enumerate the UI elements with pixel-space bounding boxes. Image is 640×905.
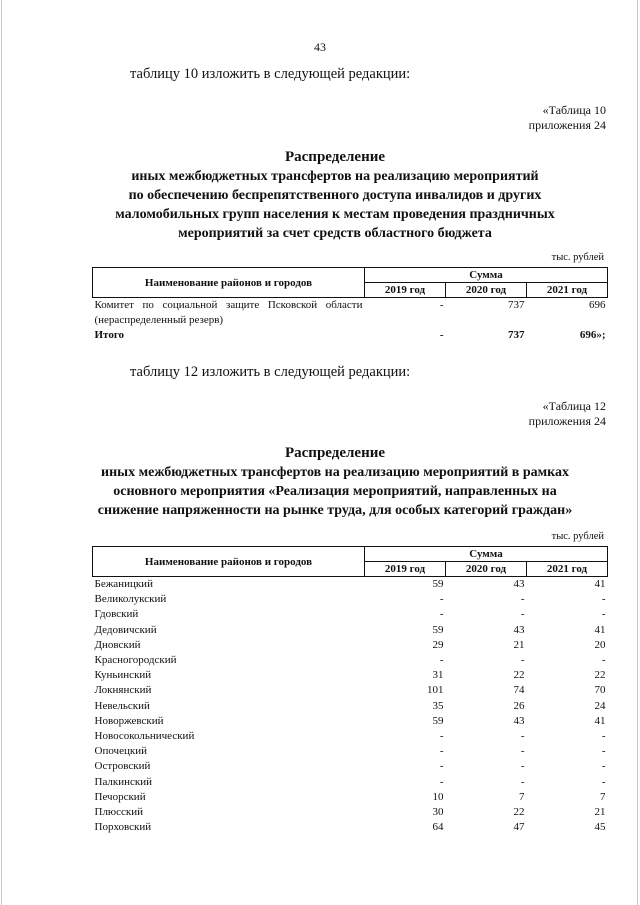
value-2021: 45 <box>594 821 606 834</box>
value-2019: 59 <box>432 578 444 590</box>
value-2020: 43 <box>513 578 525 590</box>
row-name: Невельский <box>94 699 150 712</box>
value-2021: - <box>601 775 606 788</box>
value-2021: 21 <box>594 806 606 819</box>
value-2021: - <box>601 760 606 773</box>
table-row <box>93 790 608 805</box>
value-2019: - <box>439 593 444 606</box>
value-2019: 30 <box>432 806 444 819</box>
table10 <box>92 267 608 344</box>
table10-header-name: Наименование районов и городов <box>93 268 365 298</box>
table10-total-row <box>93 328 608 343</box>
table-row <box>93 653 608 668</box>
value-2019: 10 <box>432 790 444 803</box>
value-2020: 21 <box>513 638 525 651</box>
table12-units: тыс. рублей <box>551 531 604 542</box>
table10-header-sum: Сумма <box>365 268 608 283</box>
table10-ref-line2: приложения 24 <box>528 118 606 132</box>
value-2020: - <box>520 730 525 743</box>
table12-header-2019: 2019 год <box>365 562 446 577</box>
table12-ref-line1: «Таблица 12 <box>542 399 606 413</box>
table12 <box>92 546 608 835</box>
table10-title-line: маломобильных групп населения к местам проведения праздничных <box>115 207 555 222</box>
total-2019: - <box>439 329 444 342</box>
table10-header-2020: 2020 год <box>446 283 527 298</box>
value-2021: 24 <box>594 699 606 712</box>
table10-title-line: по обеспечению беспрепятственного доступа инвалидов и других <box>128 188 542 203</box>
table10-units: тыс. рублей <box>551 252 604 263</box>
page-number: 43 <box>314 40 326 54</box>
value-2020: 43 <box>513 714 525 727</box>
row-name: Палкинский <box>94 775 153 788</box>
value-2021: 20 <box>594 638 606 651</box>
row-name: Великолукский <box>94 593 167 606</box>
table-row <box>93 638 608 653</box>
value-2021: - <box>601 745 606 758</box>
table-row <box>93 820 608 835</box>
row-name: Печорский <box>94 790 146 803</box>
total-2020: 737 <box>508 329 525 342</box>
value-2019: - <box>439 745 444 758</box>
value-2020: - <box>520 654 525 667</box>
table10-reference <box>529 103 606 133</box>
value-2020: - <box>520 593 525 606</box>
table12-header-2020: 2020 год <box>446 562 527 577</box>
table12-header-sum: Сумма <box>365 547 608 562</box>
value-2020: - <box>520 775 525 788</box>
table10-header-2019: 2019 год <box>365 283 446 298</box>
value-2019: 29 <box>432 638 444 651</box>
table-row <box>93 623 608 638</box>
value-2019: 64 <box>432 821 444 834</box>
value-2020: 22 <box>513 669 525 682</box>
table10-ref-line1: «Таблица 10 <box>542 103 606 117</box>
value-2020: - <box>520 760 525 773</box>
table10-title-word: Распределение <box>284 149 386 165</box>
value-2019: 101 <box>427 684 444 697</box>
row-name: Комитет по социальной защите Псковской области (нераспределенный резерв) <box>94 299 363 327</box>
table12-header-name: Наименование районов и городов <box>93 547 365 577</box>
row-name: Дедовичский <box>94 623 157 636</box>
row-name: Новосокольнический <box>94 730 195 743</box>
row-name: Куньинский <box>94 669 152 682</box>
row-name: Островский <box>94 760 151 773</box>
scan-edge-left <box>1 0 2 905</box>
table12-title-line: основного мероприятия «Реализация мероприятий, направленных на <box>113 484 557 499</box>
value-2021: 41 <box>594 623 606 636</box>
value-2020: 737 <box>508 299 525 311</box>
value-2020: 22 <box>513 806 525 819</box>
value-2019: - <box>439 760 444 773</box>
value-2020: 43 <box>513 623 525 636</box>
value-2020: 26 <box>513 699 525 712</box>
total-2021: 696»; <box>579 329 606 342</box>
value-2021: 41 <box>594 578 606 590</box>
row-name: Гдовский <box>94 608 139 621</box>
row-name: Порховский <box>94 821 152 834</box>
table-row <box>93 699 608 714</box>
row-name: Дновский <box>94 638 141 651</box>
table-row <box>93 592 608 607</box>
value-2020: - <box>520 608 525 621</box>
table12-title-word: Распределение <box>284 445 386 461</box>
value-2019: - <box>439 608 444 621</box>
value-2019: 35 <box>432 699 444 712</box>
value-2020: 47 <box>513 821 525 834</box>
value-2021: 41 <box>594 714 606 727</box>
row-name: Опочецкий <box>94 745 147 758</box>
value-2019: - <box>439 775 444 788</box>
table-row <box>93 668 608 683</box>
value-2021: 7 <box>600 790 606 803</box>
value-2019: - <box>439 730 444 743</box>
value-2019: - <box>439 299 444 311</box>
value-2019: - <box>439 654 444 667</box>
total-label: Итого <box>94 329 125 342</box>
table-row <box>93 744 608 759</box>
table-row <box>93 759 608 774</box>
table-row <box>93 298 608 329</box>
scan-edge-right <box>637 0 638 905</box>
value-2019: 59 <box>432 623 444 636</box>
value-2021: - <box>601 593 606 606</box>
value-2019: 59 <box>432 714 444 727</box>
table12-reference <box>529 399 606 429</box>
table12-title-line: снижение напряженности на рынке труда, для особых категорий граждан» <box>97 503 573 518</box>
table12-ref-line2: приложения 24 <box>528 414 606 428</box>
table12-title-line: иных межбюджетных трансфертов на реализацию мероприятий в рамках <box>101 465 569 480</box>
value-2021: - <box>601 608 606 621</box>
table-row <box>93 577 608 593</box>
row-name: Бежаницкий <box>94 578 153 590</box>
table12-title <box>80 444 590 520</box>
value-2021: 70 <box>594 684 606 697</box>
value-2020: 74 <box>513 684 525 697</box>
row-name: Локнянский <box>94 684 152 697</box>
table-row <box>93 607 608 622</box>
row-name: Новоржевский <box>94 714 164 727</box>
table10-title-line: иных межбюджетных трансфертов на реализацию мероприятий <box>131 169 539 184</box>
intro-text-table12: таблицу 12 изложить в следующей редакции: <box>130 364 411 380</box>
table-row <box>93 729 608 744</box>
table-row <box>93 714 608 729</box>
intro-text-table10: таблицу 10 изложить в следующей редакции: <box>130 66 411 82</box>
value-2021: - <box>601 730 606 743</box>
table10-title <box>80 148 590 243</box>
value-2020: - <box>520 745 525 758</box>
value-2021: - <box>601 654 606 667</box>
value-2021: 22 <box>594 669 606 682</box>
table-row <box>93 683 608 698</box>
table12-header-2021: 2021 год <box>527 562 608 577</box>
table10-header-2021: 2021 год <box>527 283 608 298</box>
row-name: Красногородский <box>94 654 177 667</box>
table-row <box>93 775 608 790</box>
table-row <box>93 805 608 820</box>
value-2019: 31 <box>432 669 444 682</box>
value-2020: 7 <box>519 790 525 803</box>
row-name: Плюсский <box>94 806 144 819</box>
value-2021: 696 <box>589 299 606 311</box>
table10-title-line: мероприятий за счет средств областного бюджета <box>178 226 492 241</box>
